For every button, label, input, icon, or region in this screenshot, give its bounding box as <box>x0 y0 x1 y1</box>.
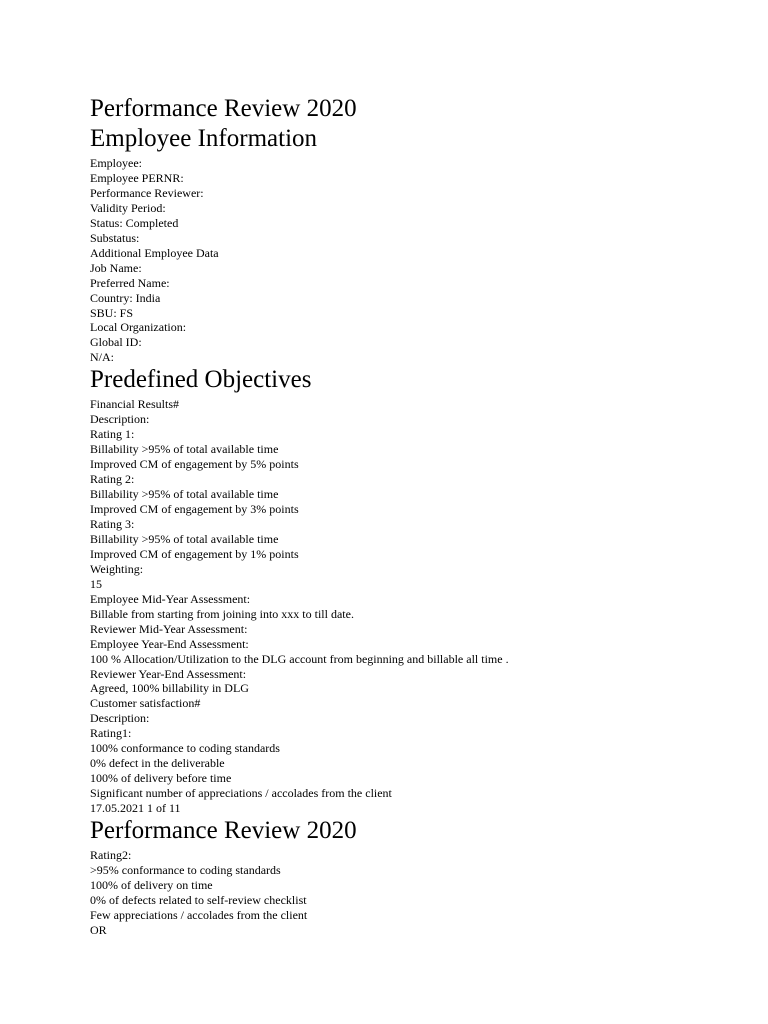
text-line: Agreed, 100% billability in DLG <box>90 681 249 696</box>
text-line: Rating 1: <box>90 427 135 442</box>
text-line: Reviewer Mid-Year Assessment: <box>90 621 248 636</box>
text-line: 100% of delivery before time <box>90 771 232 786</box>
text-line: Rating 3: <box>90 516 135 531</box>
text-line: Customer satisfaction# <box>90 696 201 711</box>
text-line: 100% of delivery on time <box>90 877 213 892</box>
text-line: Billability >95% of total available time <box>90 487 279 502</box>
text-line: Status: Completed <box>90 215 179 230</box>
text-line: Description: <box>90 412 150 427</box>
text-line: Validity Period: <box>90 200 166 215</box>
text-line: Description: <box>90 711 150 726</box>
text-line: Country: India <box>90 290 161 305</box>
text-line: Job Name: <box>90 260 142 275</box>
text-line: Global ID: <box>90 335 142 350</box>
text-line: Weighting: <box>90 561 144 576</box>
objectives-block <box>90 397 768 816</box>
text-line: Rating2: <box>90 848 132 863</box>
text-line: Substatus: <box>90 230 140 245</box>
text-line: Improved CM of engagement by 5% points <box>90 457 299 472</box>
text-line: Additional Employee Data <box>90 245 219 260</box>
page-title-continued: Performance Review 2020 <box>90 817 357 845</box>
page-title: Performance Review 2020 <box>90 95 357 122</box>
text-line: 100 % Allocation/Utilization to the DLG account from beginning and billable all time . <box>90 651 509 666</box>
text-line: Local Organization: <box>90 320 187 335</box>
text-line: Preferred Name: <box>90 275 170 290</box>
text-line: OR <box>90 922 107 937</box>
text-line: Improved CM of engagement by 3% points <box>90 502 299 517</box>
text-line: Billability >95% of total available time <box>90 442 279 457</box>
text-line: Significant number of appreciations / accolades from the client <box>90 786 392 801</box>
text-line: 100% conformance to coding standards <box>90 741 280 756</box>
text-line: 15 <box>90 576 102 591</box>
text-line: Billability >95% of total available time <box>90 531 279 546</box>
text-line: Employee Mid-Year Assessment: <box>90 591 251 606</box>
text-line: Employee PERNR: <box>90 170 184 185</box>
text-line: Employee Year-End Assessment: <box>90 636 249 651</box>
text-line: Financial Results# <box>90 397 179 412</box>
page2-block <box>90 848 768 938</box>
text-line: N/A: <box>90 350 114 365</box>
text-line: 0% of defects related to self-review checklist <box>90 892 307 907</box>
text-line: Improved CM of engagement by 1% points <box>90 546 299 561</box>
text-line: Billable from starting from joining into xxx to till date. <box>90 606 354 621</box>
text-line: 17.05.2021 1 of 11 <box>90 801 181 816</box>
text-line: Rating1: <box>90 726 132 741</box>
employee-info-heading: Employee Information <box>90 125 318 152</box>
text-line: SBU: FS <box>90 305 134 320</box>
text-line: Employee: <box>90 156 142 170</box>
text-line: Reviewer Year-End Assessment: <box>90 666 247 681</box>
objectives-heading: Predefined Objectives <box>90 366 312 394</box>
text-line: Few appreciations / accolades from the client <box>90 907 308 922</box>
text-line: >95% conformance to coding standards <box>90 862 281 877</box>
employee-info-block <box>90 156 768 365</box>
text-line: Rating 2: <box>90 472 135 487</box>
text-line: 0% defect in the deliverable <box>90 756 225 771</box>
text-line: Performance Reviewer: <box>90 185 204 200</box>
